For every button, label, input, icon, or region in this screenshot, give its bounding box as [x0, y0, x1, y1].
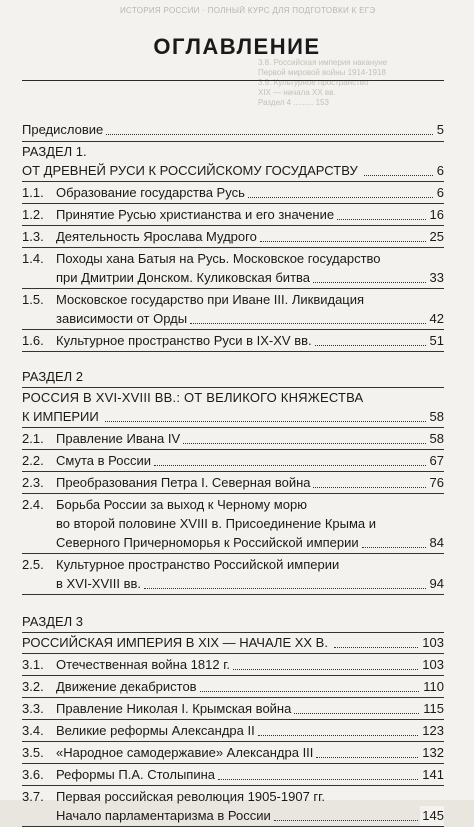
toc-entry	[22, 555, 444, 575]
rule-line	[22, 653, 444, 654]
page-title: ОГЛАВЛЕНИЕ	[153, 34, 321, 59]
entry-number: 1.2.	[22, 207, 44, 222]
entry-page-number: 103	[420, 655, 444, 675]
rule-line	[22, 247, 444, 248]
entry-number: 2.2.	[22, 453, 44, 468]
entry-title: Реформы П.А. Столыпина	[56, 767, 216, 782]
entry-page-number: 115	[421, 699, 444, 719]
entry-page-number: 123	[420, 721, 444, 741]
section-3-heading	[22, 633, 444, 653]
entry-title: Великие реформы Александра II	[56, 723, 255, 738]
entry-page-number: 16	[428, 205, 444, 225]
entry-title: «Народное самодержавие» Александра III	[56, 745, 314, 760]
section-2-label: РАЗДЕЛ 2	[22, 369, 84, 384]
rule-line	[22, 427, 444, 428]
rule-line	[22, 741, 444, 742]
dot-leader	[248, 196, 433, 198]
entry-number: 3.3.	[22, 701, 44, 716]
entry-number: 3.7.	[22, 789, 44, 804]
entry-page-number: 5	[435, 120, 444, 140]
dot-leader	[190, 322, 425, 324]
toc-entry	[22, 721, 444, 741]
dot-leader	[316, 756, 418, 758]
dot-leader	[334, 646, 418, 648]
section-2-title-line: К ИМПЕРИИ	[22, 409, 99, 424]
bleed-through-line: Раздел 4 ......... 153	[258, 98, 329, 107]
section-1-heading	[22, 161, 444, 181]
entry-title: Начало парламентаризма в России	[56, 808, 271, 823]
bleed-through-header: ИСТОРИЯ РОССИИ · ПОЛНЫЙ КУРС ДЛЯ ПОДГОТОВКИ К ЕГЭ	[120, 6, 376, 15]
entry-title: Культурное пространство Руси в IX-XV вв.	[56, 333, 312, 348]
toc-entry	[22, 183, 444, 203]
dot-leader	[233, 668, 418, 670]
section-2-title-line: РОССИЯ В XVI-XVIII ВВ.: ОТ ВЕЛИКОГО КНЯЖЕСТВА	[22, 390, 364, 405]
toc-entry	[22, 331, 444, 351]
entry-title: Московское государство при Иване III. Ликвидация	[56, 292, 365, 307]
bleed-through-line: 3.8. Российская империя накануне	[258, 58, 388, 67]
rule-line	[22, 471, 444, 472]
toc-entry	[22, 268, 444, 288]
entry-number: 2.1.	[22, 431, 44, 446]
entry-title: Борьба России за выход к Черному морю	[56, 497, 307, 512]
rule-line	[22, 785, 444, 786]
entry-number: 2.4.	[22, 497, 44, 512]
rule-line	[22, 225, 444, 226]
section-3-label: РАЗДЕЛ 3	[22, 614, 84, 629]
entry-page-number: 110	[421, 677, 444, 697]
entry-title: Походы хана Батыя на Русь. Московское государство	[56, 251, 381, 266]
dot-leader	[315, 344, 426, 346]
dot-leader	[106, 133, 433, 135]
entry-title: Культурное пространство Российской империи	[56, 557, 340, 572]
entry-title: при Дмитрии Донском. Куликовская битва	[56, 270, 311, 285]
toc-entry	[22, 699, 444, 719]
entry-title: Правление Николая I. Крымская война	[56, 701, 292, 716]
rule-line	[22, 329, 444, 330]
section-3-title: РОССИЙСКАЯ ИМПЕРИЯ В XIX — НАЧАЛЕ XX В.	[22, 635, 328, 650]
entry-number: 2.5.	[22, 557, 44, 572]
toc-entry	[22, 429, 444, 449]
dot-leader	[294, 712, 419, 714]
section-2-heading	[22, 407, 444, 427]
toc-entry	[22, 514, 444, 534]
rule-line	[22, 181, 444, 182]
rule-line	[22, 594, 444, 595]
bleed-through-line: XIX — начала XX вв.	[258, 88, 336, 97]
entry-number: 2.3.	[22, 475, 44, 490]
entry-page-number: 67	[428, 451, 444, 471]
entry-number: 1.1.	[22, 185, 44, 200]
entry-page-number: 145	[420, 806, 444, 826]
entry-title: Образование государства Русь	[56, 185, 245, 200]
entry-page-number: 141	[420, 765, 444, 785]
entry-page-number: 42	[428, 309, 444, 329]
rule-line	[22, 203, 444, 204]
entry-title: Первая российская революция 1905-1907 гг.	[56, 789, 325, 804]
entry-number: 3.1.	[22, 657, 44, 672]
entry-title: Преобразования Петра I. Северная война	[56, 475, 311, 490]
entry-number: 1.4.	[22, 251, 44, 266]
rule-line	[22, 351, 444, 352]
dot-leader	[313, 486, 425, 488]
section-1-label: РАЗДЕЛ 1.	[22, 144, 87, 159]
entry-title: Деятельность Ярослава Мудрого	[56, 229, 257, 244]
entry-number: 1.6.	[22, 333, 44, 348]
entry-title: во второй половине XVIII в. Присоединение Крыма и	[56, 516, 377, 531]
toc-entry	[22, 290, 444, 310]
entry-page-number: 25	[428, 227, 444, 247]
section-2-page-number: 58	[428, 407, 444, 427]
entry-page-number: 94	[428, 574, 444, 594]
toc-entry	[22, 227, 444, 247]
entry-number: 1.3.	[22, 229, 44, 244]
toc-entry	[22, 806, 444, 826]
entry-title: Смута в России	[56, 453, 151, 468]
dot-leader	[200, 690, 420, 692]
toc-entry-preface	[22, 120, 444, 140]
toc-entry	[22, 655, 444, 675]
bleed-through-text	[258, 58, 428, 108]
entry-title: Отечественная война 1812 г.	[56, 657, 230, 672]
dot-leader	[362, 546, 426, 548]
entry-title: Предисловие	[22, 122, 104, 137]
toc-entry	[22, 473, 444, 493]
entry-page-number: 51	[428, 331, 444, 351]
toc-entry	[22, 677, 444, 697]
dot-leader	[364, 174, 433, 176]
rule-line	[22, 449, 444, 450]
dot-leader	[154, 464, 426, 466]
bleed-through-line: 3.9. Культурное пространство	[258, 78, 369, 87]
toc-entry	[22, 787, 444, 807]
entry-number: 3.6.	[22, 767, 44, 782]
entry-number: 3.2.	[22, 679, 44, 694]
dot-leader	[183, 442, 425, 444]
toc-entry	[22, 309, 444, 329]
rule-line	[22, 763, 444, 764]
entry-title: Движение декабристов	[56, 679, 197, 694]
title-rule	[22, 80, 444, 81]
entry-page-number: 6	[435, 183, 444, 203]
dot-leader	[144, 587, 426, 589]
rule-line	[22, 697, 444, 698]
toc-entry	[22, 451, 444, 471]
rule-line	[22, 288, 444, 289]
entry-page-number: 132	[420, 743, 444, 763]
section-3-page-number: 103	[420, 633, 444, 653]
toc-entry	[22, 495, 444, 515]
toc-entry	[22, 205, 444, 225]
entry-number: 3.5.	[22, 745, 44, 760]
entry-title: в XVI-XVIII вв.	[56, 576, 142, 591]
rule-line	[22, 553, 444, 554]
dot-leader	[274, 819, 419, 821]
entry-title: зависимости от Орды	[56, 311, 188, 326]
toc-entry	[22, 743, 444, 763]
rule-line	[22, 493, 444, 494]
entry-title: Принятие Русью христианства и его значение	[56, 207, 335, 222]
section-1-page-number: 6	[435, 161, 444, 181]
toc-entry	[22, 249, 444, 269]
dot-leader	[258, 734, 419, 736]
dot-leader	[218, 778, 418, 780]
entry-title: Правление Ивана IV	[56, 431, 181, 446]
toc-entry	[22, 765, 444, 785]
entry-page-number: 84	[428, 533, 444, 553]
entry-number: 3.4.	[22, 723, 44, 738]
entry-number: 1.5.	[22, 292, 44, 307]
toc-entry	[22, 574, 444, 594]
rule-line	[22, 675, 444, 676]
dot-leader	[260, 240, 426, 242]
dot-leader	[105, 420, 426, 422]
entry-page-number: 58	[428, 429, 444, 449]
section-1-title: ОТ ДРЕВНЕЙ РУСИ К РОССИЙСКОМУ ГОСУДАРСТВУ	[22, 163, 358, 178]
toc-entry	[22, 533, 444, 553]
dot-leader	[337, 218, 425, 220]
rule-line	[22, 719, 444, 720]
entry-page-number: 33	[428, 268, 444, 288]
dot-leader	[313, 281, 426, 283]
bleed-through-line: Первой мировой войны 1914-1918	[258, 68, 386, 77]
entry-page-number: 76	[428, 473, 444, 493]
entry-title: Северного Причерноморья к Российской империи	[56, 535, 359, 550]
